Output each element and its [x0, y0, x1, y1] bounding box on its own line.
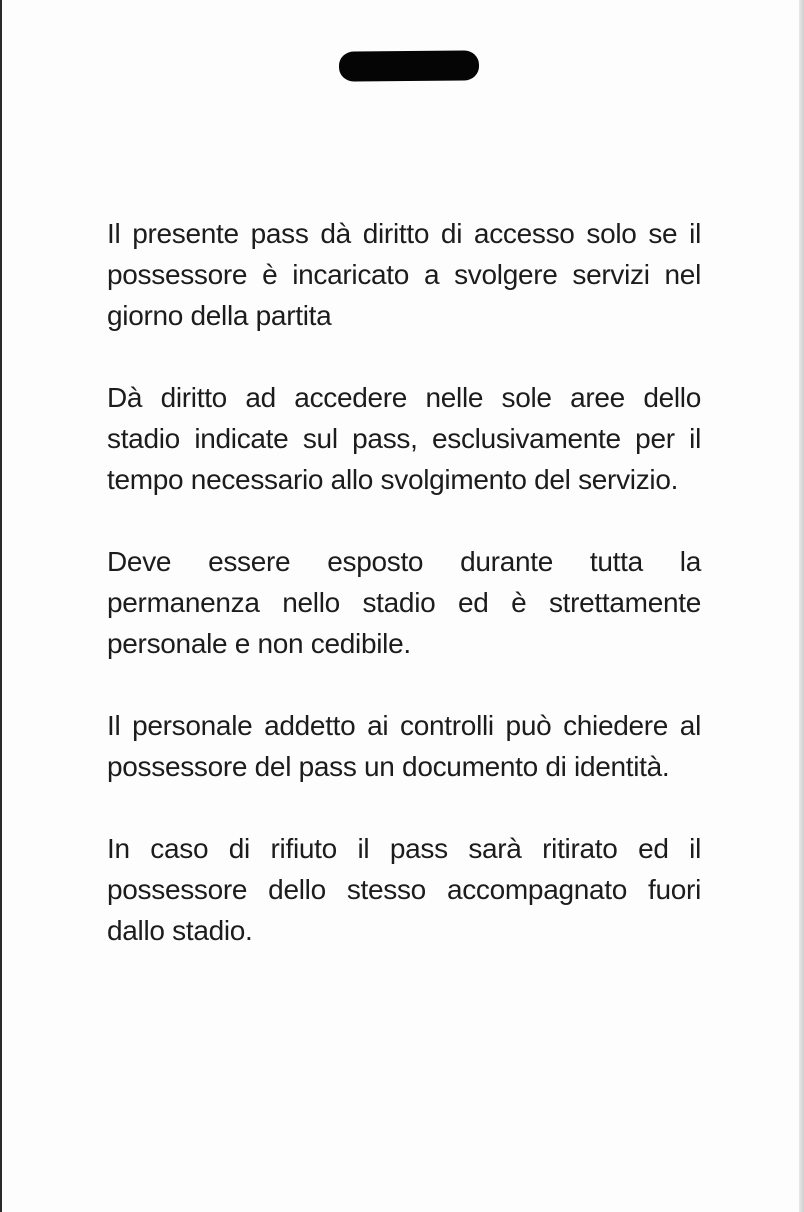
lanyard-slot	[339, 50, 479, 81]
paragraph-identity-check: Il personale addetto ai controlli può chiedere al possessore del pass un documento di identità.	[107, 710, 701, 782]
terms-text	[107, 213, 701, 992]
paragraph-access-rights: Il presente pass dà diritto di accesso solo se il possessore è incaricato a svolgere servizi nel giorno della partita	[107, 218, 701, 331]
card-edge	[799, 0, 804, 1212]
paragraph-refusal: In caso di rifiuto il pass sarà ritirato ed il possessore dello stesso accompagnato fuori dallo stadio.	[107, 833, 701, 946]
paragraph-display: Deve essere esposto durante tutta la permanenza nello stadio ed è strettamente personale e non cedibile.	[107, 546, 701, 659]
paragraph-areas: Dà diritto ad accedere nelle sole aree dello stadio indicate sul pass, esclusivamente per il tempo necessario allo svolgimento del servizio.	[107, 382, 701, 495]
